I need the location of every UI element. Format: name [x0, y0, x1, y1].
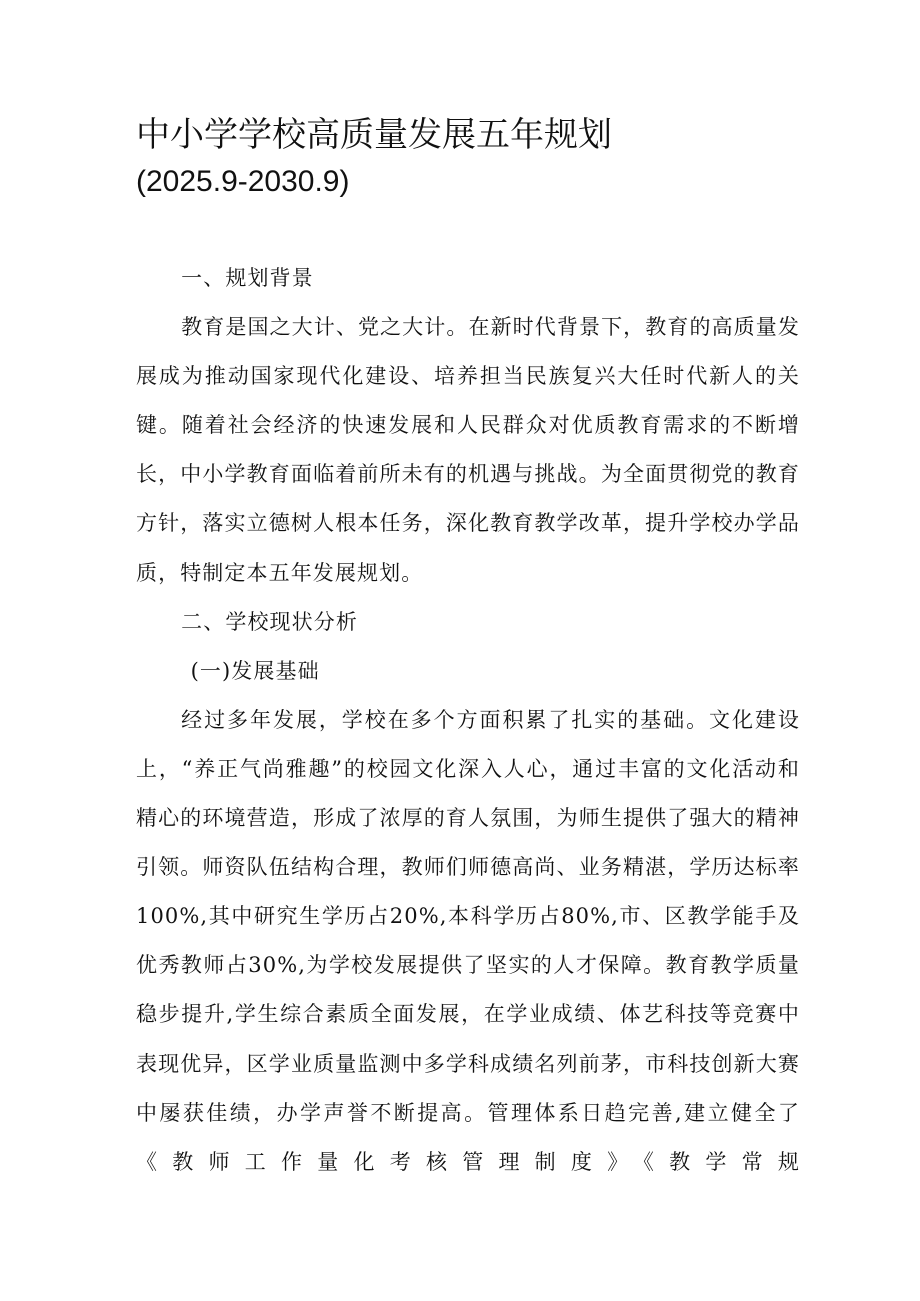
section-heading-background: 一、规划背景	[181, 266, 314, 290]
subsection-heading-foundation: (一)发展基础	[190, 658, 320, 683]
document-title: 中小学学校高质量发展五年规划	[136, 115, 612, 155]
paragraph-background: 教育是国之大计、党之大计。在新时代背景下，教育的高质量发展成为推动国家现代化建设、培养担当民族复兴大任时代新人的关键。随着社会经济的快速发展和人民群众对优质教育需求的不断增长，中小学教育面临着前所未有的机遇与挑战。为全面贯彻党的教育方针，落实立德树人根本任务，深化教育教学改革，提升学校办学品质，特制定本五年发展规划。	[136, 315, 800, 585]
document-period: (2025.9-2030.9)	[136, 165, 350, 198]
section-heading-status: 二、学校现状分析	[181, 609, 358, 634]
paragraph-foundation: 经过多年发展，学校在多个方面积累了扎实的基础。文化建设上，“养正气尚雅趣”的校园文化深入人心，通过丰富的文化活动和精心的环境营造，形成了浓厚的育人氛围，为师生提供了强大的精神引领。师资队伍结构合理，教师们师德高尚、业务精湛，学历达标率100%,其中研究生学历占20%,本科学历占80%,市、区教学能手及优秀教师占30%,为学校发展提供了坚实的人才保障。教育教学质量稳步提升,学生综合素质全面发展，在学业成绩、体艺科技等竞赛中表现优异，区学业质量监测中多学科成绩名列前茅，市科技创新大赛中屡获佳绩，办学声誉不断提高。管理体系日趋完善,建立健全了《教师工作量化考核管理制度》《教学常规	[136, 707, 800, 1174]
document-body	[136, 254, 800, 1187]
